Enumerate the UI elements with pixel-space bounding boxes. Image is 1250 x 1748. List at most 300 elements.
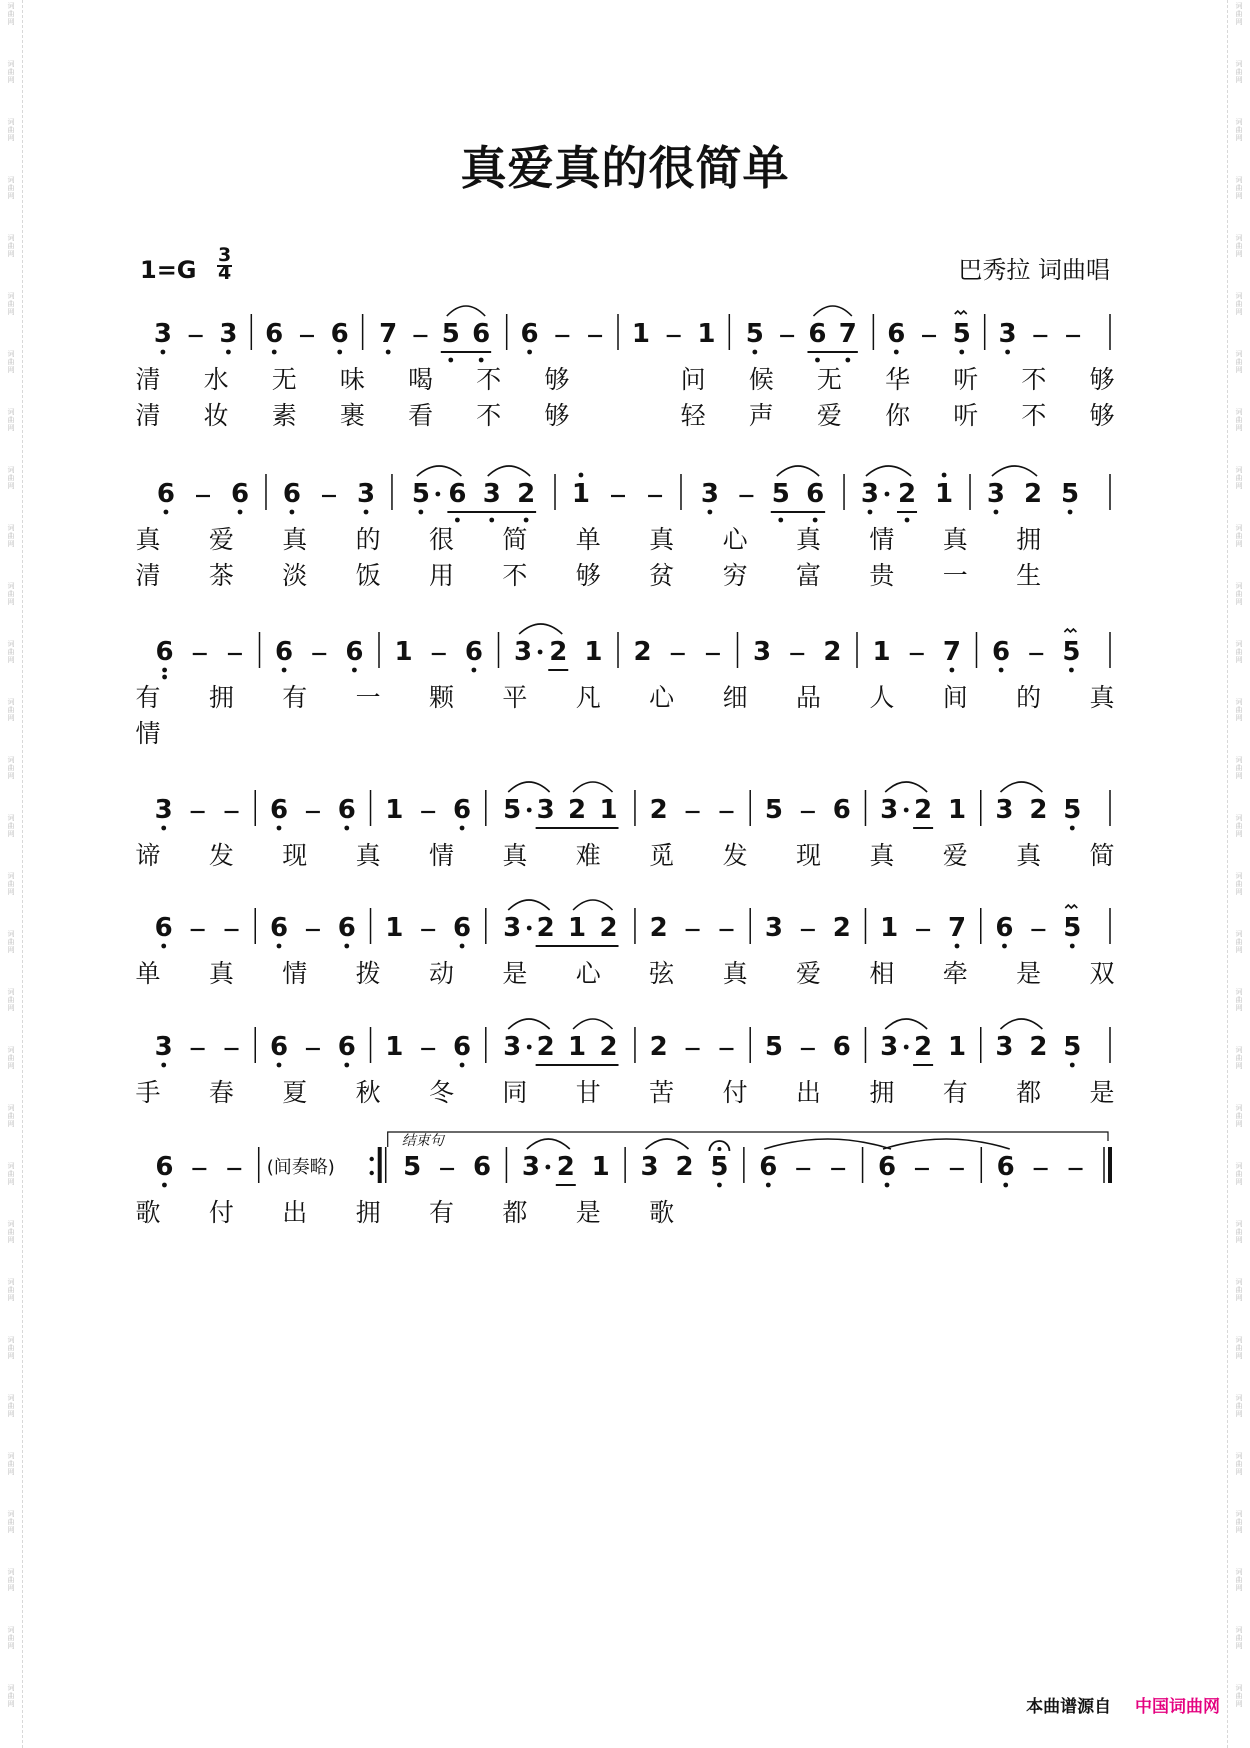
lyric-char: 有 <box>429 1198 455 1227</box>
low-octave-dot <box>1068 510 1073 515</box>
jianpu-note: 1 <box>394 637 413 667</box>
ornament-mark <box>955 311 967 314</box>
high-octave-dot <box>579 473 584 478</box>
watermark-right: 词 曲 网 <box>1235 698 1243 722</box>
lyric-char: 付 <box>722 1078 748 1107</box>
watermark-right: 词 曲 网 <box>1235 1336 1243 1360</box>
jianpu-note: 6 <box>992 637 1011 667</box>
watermark-left: 词 曲 网 <box>7 1336 15 1360</box>
jianpu-note: 2 <box>633 637 652 667</box>
lyric-char: 牵 <box>942 959 968 988</box>
lyric-char: 够 <box>544 401 570 430</box>
lyric-char: 现 <box>282 841 308 870</box>
jianpu-note: 6 <box>448 479 467 509</box>
lyric-char: 夏 <box>282 1078 308 1107</box>
watermark-left: 词 曲 网 <box>7 408 15 432</box>
jianpu-note: 6 <box>995 913 1014 943</box>
low-octave-dot <box>161 944 166 949</box>
lyric-char: 手 <box>135 1078 161 1107</box>
lyric-char: 无 <box>271 365 297 394</box>
tie-slur <box>1000 1019 1042 1029</box>
watermark-right: 词 曲 网 <box>1235 640 1243 664</box>
low-octave-dot <box>161 1063 166 1068</box>
jianpu-note: 3 <box>753 637 772 667</box>
lyric-char: 听 <box>953 365 979 394</box>
jianpu-note: 6 <box>265 319 284 349</box>
jianpu-note: 2 <box>914 795 933 825</box>
jianpu-note: 6 <box>156 479 175 509</box>
watermark-left: 词 曲 网 <box>7 350 15 374</box>
tie-slur <box>1000 782 1042 792</box>
lyric-char: 拥 <box>208 683 234 712</box>
low-octave-dot <box>1070 944 1075 949</box>
lyric-char: 够 <box>575 561 601 590</box>
jianpu-note: 6 <box>269 1032 289 1062</box>
jianpu-note: 3 <box>514 637 533 667</box>
low-octave-dot <box>161 350 166 355</box>
watermark-right: 词 曲 网 <box>1235 1278 1243 1302</box>
watermark-right: 词 曲 网 <box>1235 1452 1243 1476</box>
ending-label: 结束句 <box>401 1133 444 1149</box>
lyric-char: 清 <box>135 401 161 430</box>
watermark-left: 词 曲 网 <box>7 1162 15 1186</box>
watermark-left: 词 曲 网 <box>7 872 15 896</box>
lyric-char: 素 <box>271 401 297 430</box>
watermark-left: 词 曲 网 <box>7 930 15 954</box>
lyric-char: 候 <box>748 365 774 394</box>
jianpu-note: 2 <box>649 913 668 943</box>
watermark-left: 词 曲 网 <box>7 582 15 606</box>
lyric-char: 情 <box>869 525 895 554</box>
low-octave-dot <box>994 510 999 515</box>
jianpu-note: 2 <box>556 1152 575 1182</box>
jianpu-note: 5 <box>952 319 971 349</box>
low-octave-dot <box>752 350 757 355</box>
jianpu-note: 2 <box>536 1032 555 1062</box>
lyric-char: 情 <box>429 841 455 870</box>
watermark-right: 词 曲 网 <box>1235 814 1243 838</box>
low-octave-dot <box>344 944 349 949</box>
lyric-char: 真 <box>1016 841 1042 870</box>
lyric-char: 华 <box>885 365 911 394</box>
tie-slur <box>883 1139 1010 1149</box>
watermark-left: 词 曲 网 <box>7 1510 15 1534</box>
augmentation-dot <box>904 1045 909 1050</box>
low-octave-dot <box>277 826 282 831</box>
tie-slur <box>447 306 485 316</box>
jianpu-note: 5 <box>710 1152 729 1182</box>
lyric-char: 真 <box>942 525 968 554</box>
augmentation-dot <box>435 492 440 497</box>
lyric-char: 情 <box>282 959 308 988</box>
low-octave-dot <box>959 350 964 355</box>
tie-slur <box>508 782 549 792</box>
lyric-char: 味 <box>339 365 365 394</box>
lyric-char: 动 <box>429 959 455 988</box>
ending-bracket <box>388 1132 1108 1147</box>
augmentation-dot <box>545 1165 550 1170</box>
tie-slur <box>885 782 927 792</box>
lyric-char: 真 <box>502 841 528 870</box>
watermark-right: 词 曲 网 <box>1235 1220 1243 1244</box>
low-octave-dot <box>352 668 357 673</box>
jianpu-note: 1 <box>568 1032 587 1062</box>
lyric-char: 爱 <box>816 401 842 430</box>
low-octave-dot <box>1003 1183 1008 1188</box>
lyric-char: 心 <box>649 683 675 712</box>
jianpu-note: 3 <box>998 319 1017 349</box>
augmentation-dot <box>527 926 532 931</box>
jianpu-note: 6 <box>832 1032 851 1062</box>
jianpu-note: 3 <box>880 795 899 825</box>
ornament-mark <box>1064 629 1076 632</box>
watermark-right: 词 曲 网 <box>1235 176 1243 200</box>
lyric-char: 冬 <box>429 1078 455 1107</box>
watermark-right: 词 曲 网 <box>1235 872 1243 896</box>
low-octave-dot <box>460 826 465 831</box>
watermark-right: 词 曲 网 <box>1235 1568 1243 1592</box>
lyric-char: 清 <box>135 365 161 394</box>
jianpu-note: 3 <box>536 795 555 825</box>
low-octave-dot <box>999 668 1004 673</box>
low-octave-dot <box>1005 350 1010 355</box>
jianpu-note: 1 <box>385 1032 404 1062</box>
watermark-left: 词 曲 网 <box>7 814 15 838</box>
watermark-right: 词 曲 网 <box>1235 466 1243 490</box>
tie-slur <box>573 1019 612 1029</box>
lyric-char: 不 <box>476 365 502 394</box>
time-signature-beats: 3 <box>218 244 232 266</box>
credit-line: 巴秀拉 词曲唱 <box>958 256 1110 284</box>
low-octave-dot <box>894 350 899 355</box>
tie-slur <box>866 466 911 476</box>
tie-slur <box>764 1139 891 1149</box>
lyric-char: 真 <box>208 959 234 988</box>
system-1 <box>135 306 1114 430</box>
low-octave-dot <box>479 358 484 363</box>
augmentation-dot <box>885 492 890 497</box>
watermark-right: 词 曲 网 <box>1235 1394 1243 1418</box>
jianpu-note: 6 <box>154 913 173 943</box>
lyric-char: 够 <box>1089 365 1115 394</box>
lyric-char: 都 <box>502 1198 528 1227</box>
lyric-char: 拥 <box>355 1198 381 1227</box>
low-octave-dot <box>766 1183 771 1188</box>
jianpu-note: 6 <box>269 913 289 943</box>
lyric-char: 单 <box>135 959 161 988</box>
jianpu-note: 1 <box>591 1152 610 1182</box>
lyric-char: 有 <box>942 1078 968 1107</box>
lyric-char: 有 <box>135 683 161 712</box>
jianpu-note: 6 <box>275 637 294 667</box>
jianpu-note: 3 <box>482 479 501 509</box>
lyric-char: 很 <box>429 525 455 554</box>
jianpu-note: 6 <box>877 1152 897 1182</box>
jianpu-note: 6 <box>806 479 825 509</box>
jianpu-note: 1 <box>385 795 404 825</box>
lyric-char: 真 <box>722 959 748 988</box>
low-octave-dot <box>905 518 910 523</box>
jianpu-note: 2 <box>832 913 851 943</box>
watermark-right: 词 曲 网 <box>1235 234 1243 258</box>
lyric-char: 听 <box>953 401 979 430</box>
jianpu-note: 5 <box>745 319 764 349</box>
lyric-char: 细 <box>722 683 748 712</box>
lyric-char: 贫 <box>649 561 675 590</box>
lyric-char: 单 <box>575 525 601 554</box>
low-octave-dot <box>717 1183 722 1188</box>
watermark-left: 词 曲 网 <box>7 1452 15 1476</box>
jianpu-note: 5 <box>1062 637 1081 667</box>
jianpu-note: 2 <box>568 795 587 825</box>
fermata-dot <box>717 1147 721 1151</box>
low-octave-dot <box>164 510 169 515</box>
low-octave-dot <box>238 510 243 515</box>
system-7 <box>135 1132 1110 1227</box>
watermark-right: 词 曲 网 <box>1235 408 1243 432</box>
lyric-char: 歌 <box>649 1198 675 1227</box>
watermark-right: 词 曲 网 <box>1235 350 1243 374</box>
jianpu-note: 2 <box>1023 479 1043 509</box>
lyric-char: 颗 <box>429 683 455 712</box>
lyric-char: 平 <box>502 683 528 712</box>
tie-slur <box>488 466 530 476</box>
jianpu-note: 3 <box>995 1032 1014 1062</box>
lyric-char: 清 <box>135 561 161 590</box>
jianpu-note: 6 <box>345 637 364 667</box>
jianpu-note: 2 <box>1029 1032 1048 1062</box>
lyric-char: 轻 <box>680 401 706 430</box>
lyric-char: 弦 <box>649 959 675 988</box>
low-octave-dot <box>364 510 369 515</box>
lyric-char: 真 <box>355 841 381 870</box>
lyric-char: 间 <box>942 683 968 712</box>
lyric-char: 不 <box>476 401 502 430</box>
watermark-left: 词 曲 网 <box>7 60 15 84</box>
jianpu-note: 1 <box>947 795 967 825</box>
tie-slur <box>573 782 612 792</box>
low-octave-dot <box>489 518 494 523</box>
jianpu-note: 6 <box>832 795 851 825</box>
low-octave-dot <box>344 826 349 831</box>
jianpu-note: 2 <box>914 1032 933 1062</box>
jianpu-note: 5 <box>1063 913 1082 943</box>
song-title: 真爱真的很简单 <box>460 141 790 195</box>
watermark-right: 词 曲 网 <box>1235 2 1243 26</box>
watermark-left: 词 曲 网 <box>7 1046 15 1070</box>
watermark-left: 词 曲 网 <box>7 118 15 142</box>
low-octave-dot <box>455 518 460 523</box>
lyric-char: 拥 <box>869 1078 895 1107</box>
jianpu-note: 6 <box>337 913 356 943</box>
lyric-char: 谛 <box>135 841 161 870</box>
jianpu-note: 6 <box>269 795 289 825</box>
jianpu-note: 6 <box>230 479 250 509</box>
augmentation-dot <box>527 808 532 813</box>
lyric-char: 生 <box>1016 561 1042 590</box>
lyric-char: 秋 <box>355 1078 381 1107</box>
lyric-char: 爱 <box>795 959 821 988</box>
low-octave-dot <box>277 1063 282 1068</box>
interlude-label: (间奏略) <box>266 1157 335 1178</box>
lyric-char: 春 <box>208 1078 234 1107</box>
jianpu-note: 5 <box>764 795 783 825</box>
lyric-char: 富 <box>795 561 821 590</box>
lyric-char: 无 <box>816 365 842 394</box>
augmentation-dot <box>904 808 909 813</box>
jianpu-note: 3 <box>700 479 719 509</box>
jianpu-note: 6 <box>282 479 301 509</box>
low-octave-dot <box>162 668 167 673</box>
jianpu-note: 6 <box>453 795 472 825</box>
low-octave-dot <box>524 518 529 523</box>
lyric-char: 有 <box>282 683 308 712</box>
lyric-char: 声 <box>748 401 774 430</box>
jianpu-note: 6 <box>996 1152 1015 1182</box>
low-octave-dot <box>885 1183 890 1188</box>
jianpu-note: 7 <box>942 637 961 667</box>
watermark-left: 词 曲 网 <box>7 1220 15 1244</box>
jianpu-note: 3 <box>503 1032 522 1062</box>
lyric-char: 相 <box>869 959 895 988</box>
watermark-left: 词 曲 网 <box>7 2 15 26</box>
lyric-char: 茶 <box>208 561 234 590</box>
jianpu-note: 3 <box>154 795 173 825</box>
lyric-char: 看 <box>408 401 434 430</box>
lyric-char: 的 <box>1016 683 1042 712</box>
lyric-char: 发 <box>722 841 748 870</box>
tie-slur <box>527 1139 570 1149</box>
tie-slur <box>417 466 462 476</box>
watermark-right: 词 曲 网 <box>1235 118 1243 142</box>
watermark-left: 词 曲 网 <box>7 1568 15 1592</box>
lyric-char: 真 <box>135 525 161 554</box>
tie-slur <box>519 624 562 634</box>
high-octave-dot <box>942 473 947 478</box>
lyric-char: 淡 <box>282 561 308 590</box>
watermark-left: 词 曲 网 <box>7 234 15 258</box>
lyric-char: 人 <box>869 683 895 712</box>
jianpu-note: 1 <box>880 913 899 943</box>
low-octave-dot <box>813 518 818 523</box>
lyric-char: 饭 <box>355 561 381 590</box>
watermark-left: 词 曲 网 <box>7 292 15 316</box>
watermark-right: 词 曲 网 <box>1235 292 1243 316</box>
footer-site-link[interactable]: 中国词曲网 <box>1135 1697 1220 1717</box>
jianpu-note: 1 <box>935 479 954 509</box>
watermark-left: 词 曲 网 <box>7 466 15 490</box>
lyric-char: 一 <box>942 561 968 590</box>
low-octave-dot <box>386 350 391 355</box>
tie-slur <box>885 1019 927 1029</box>
tie-slur <box>646 1139 689 1149</box>
low-octave-dot <box>448 358 453 363</box>
low-octave-dot <box>778 518 783 523</box>
lyric-char: 甘 <box>575 1078 601 1107</box>
low-octave-dot <box>815 358 820 363</box>
jianpu-note: 1 <box>385 913 404 943</box>
jianpu-note: 2 <box>599 1032 618 1062</box>
lyric-char: 品 <box>795 683 821 712</box>
jianpu-note: 7 <box>947 913 967 943</box>
jianpu-note: 5 <box>1063 1032 1082 1062</box>
lyric-char: 真 <box>1089 683 1115 712</box>
jianpu-note: 2 <box>599 913 618 943</box>
repeat-dot <box>370 1157 374 1161</box>
lyric-char: 出 <box>795 1078 821 1107</box>
tie-slur <box>992 466 1037 476</box>
low-octave-dot <box>460 1063 465 1068</box>
lyric-char: 够 <box>544 365 570 394</box>
low-octave-dot <box>460 944 465 949</box>
lyric-char: 是 <box>575 1198 601 1227</box>
tie-slur <box>813 306 851 316</box>
watermark-right: 词 曲 网 <box>1235 756 1243 780</box>
jianpu-note: 1 <box>571 479 590 509</box>
jianpu-note: 3 <box>880 1032 899 1062</box>
lyric-char: 心 <box>722 525 748 554</box>
lyric-char: 拥 <box>1016 525 1042 554</box>
jianpu-note: 1 <box>631 319 650 349</box>
lyric-char: 裹 <box>339 401 365 430</box>
tie-slur <box>777 466 819 476</box>
lyric-char: 拨 <box>355 959 381 988</box>
augmentation-dot <box>538 650 543 655</box>
lyric-char: 喝 <box>408 365 434 394</box>
lyric-char: 苦 <box>649 1078 675 1107</box>
low-octave-dot <box>226 350 231 355</box>
lyric-char: 一 <box>355 683 381 712</box>
lyric-char: 用 <box>429 561 455 590</box>
lyric-char: 不 <box>1021 401 1047 430</box>
jianpu-note: 7 <box>379 319 398 349</box>
watermark-right: 词 曲 网 <box>1235 1162 1243 1186</box>
jianpu-note: 5 <box>764 1032 783 1062</box>
jianpu-note: 6 <box>472 1152 492 1182</box>
jianpu-note: 5 <box>441 319 460 349</box>
jianpu-note: 5 <box>411 479 430 509</box>
low-octave-dot <box>707 510 712 515</box>
jianpu-note: 2 <box>1029 795 1048 825</box>
jianpu-note: 1 <box>872 637 891 667</box>
jianpu-note: 6 <box>887 319 906 349</box>
watermark-left: 词 曲 网 <box>7 1626 15 1650</box>
lyric-char: 凡 <box>575 683 601 712</box>
jianpu-note: 2 <box>649 1032 668 1062</box>
jianpu-note: 3 <box>153 319 172 349</box>
jianpu-note: 6 <box>155 1152 174 1182</box>
watermark-left: 词 曲 网 <box>7 640 15 664</box>
jianpu-note: 1 <box>568 913 587 943</box>
lyric-char: 真 <box>869 841 895 870</box>
jianpu-note: 1 <box>599 795 618 825</box>
lyric-char: 爱 <box>942 841 968 870</box>
watermark-left: 词 曲 网 <box>7 524 15 548</box>
tie-slur <box>573 900 612 910</box>
jianpu-note: 1 <box>947 1032 967 1062</box>
watermark-right: 词 曲 网 <box>1235 1104 1243 1128</box>
watermark-left: 词 曲 网 <box>7 1394 15 1418</box>
jianpu-note: 2 <box>675 1152 694 1182</box>
lyric-char: 双 <box>1089 959 1115 988</box>
lyric-char: 简 <box>502 525 528 554</box>
jianpu-note: 2 <box>517 479 536 509</box>
watermark-left: 词 曲 网 <box>7 1104 15 1128</box>
jianpu-note: 3 <box>860 479 880 509</box>
watermark-left: 词 曲 网 <box>7 988 15 1012</box>
lyric-char: 是 <box>502 959 528 988</box>
lyric-char: 的 <box>355 525 381 554</box>
